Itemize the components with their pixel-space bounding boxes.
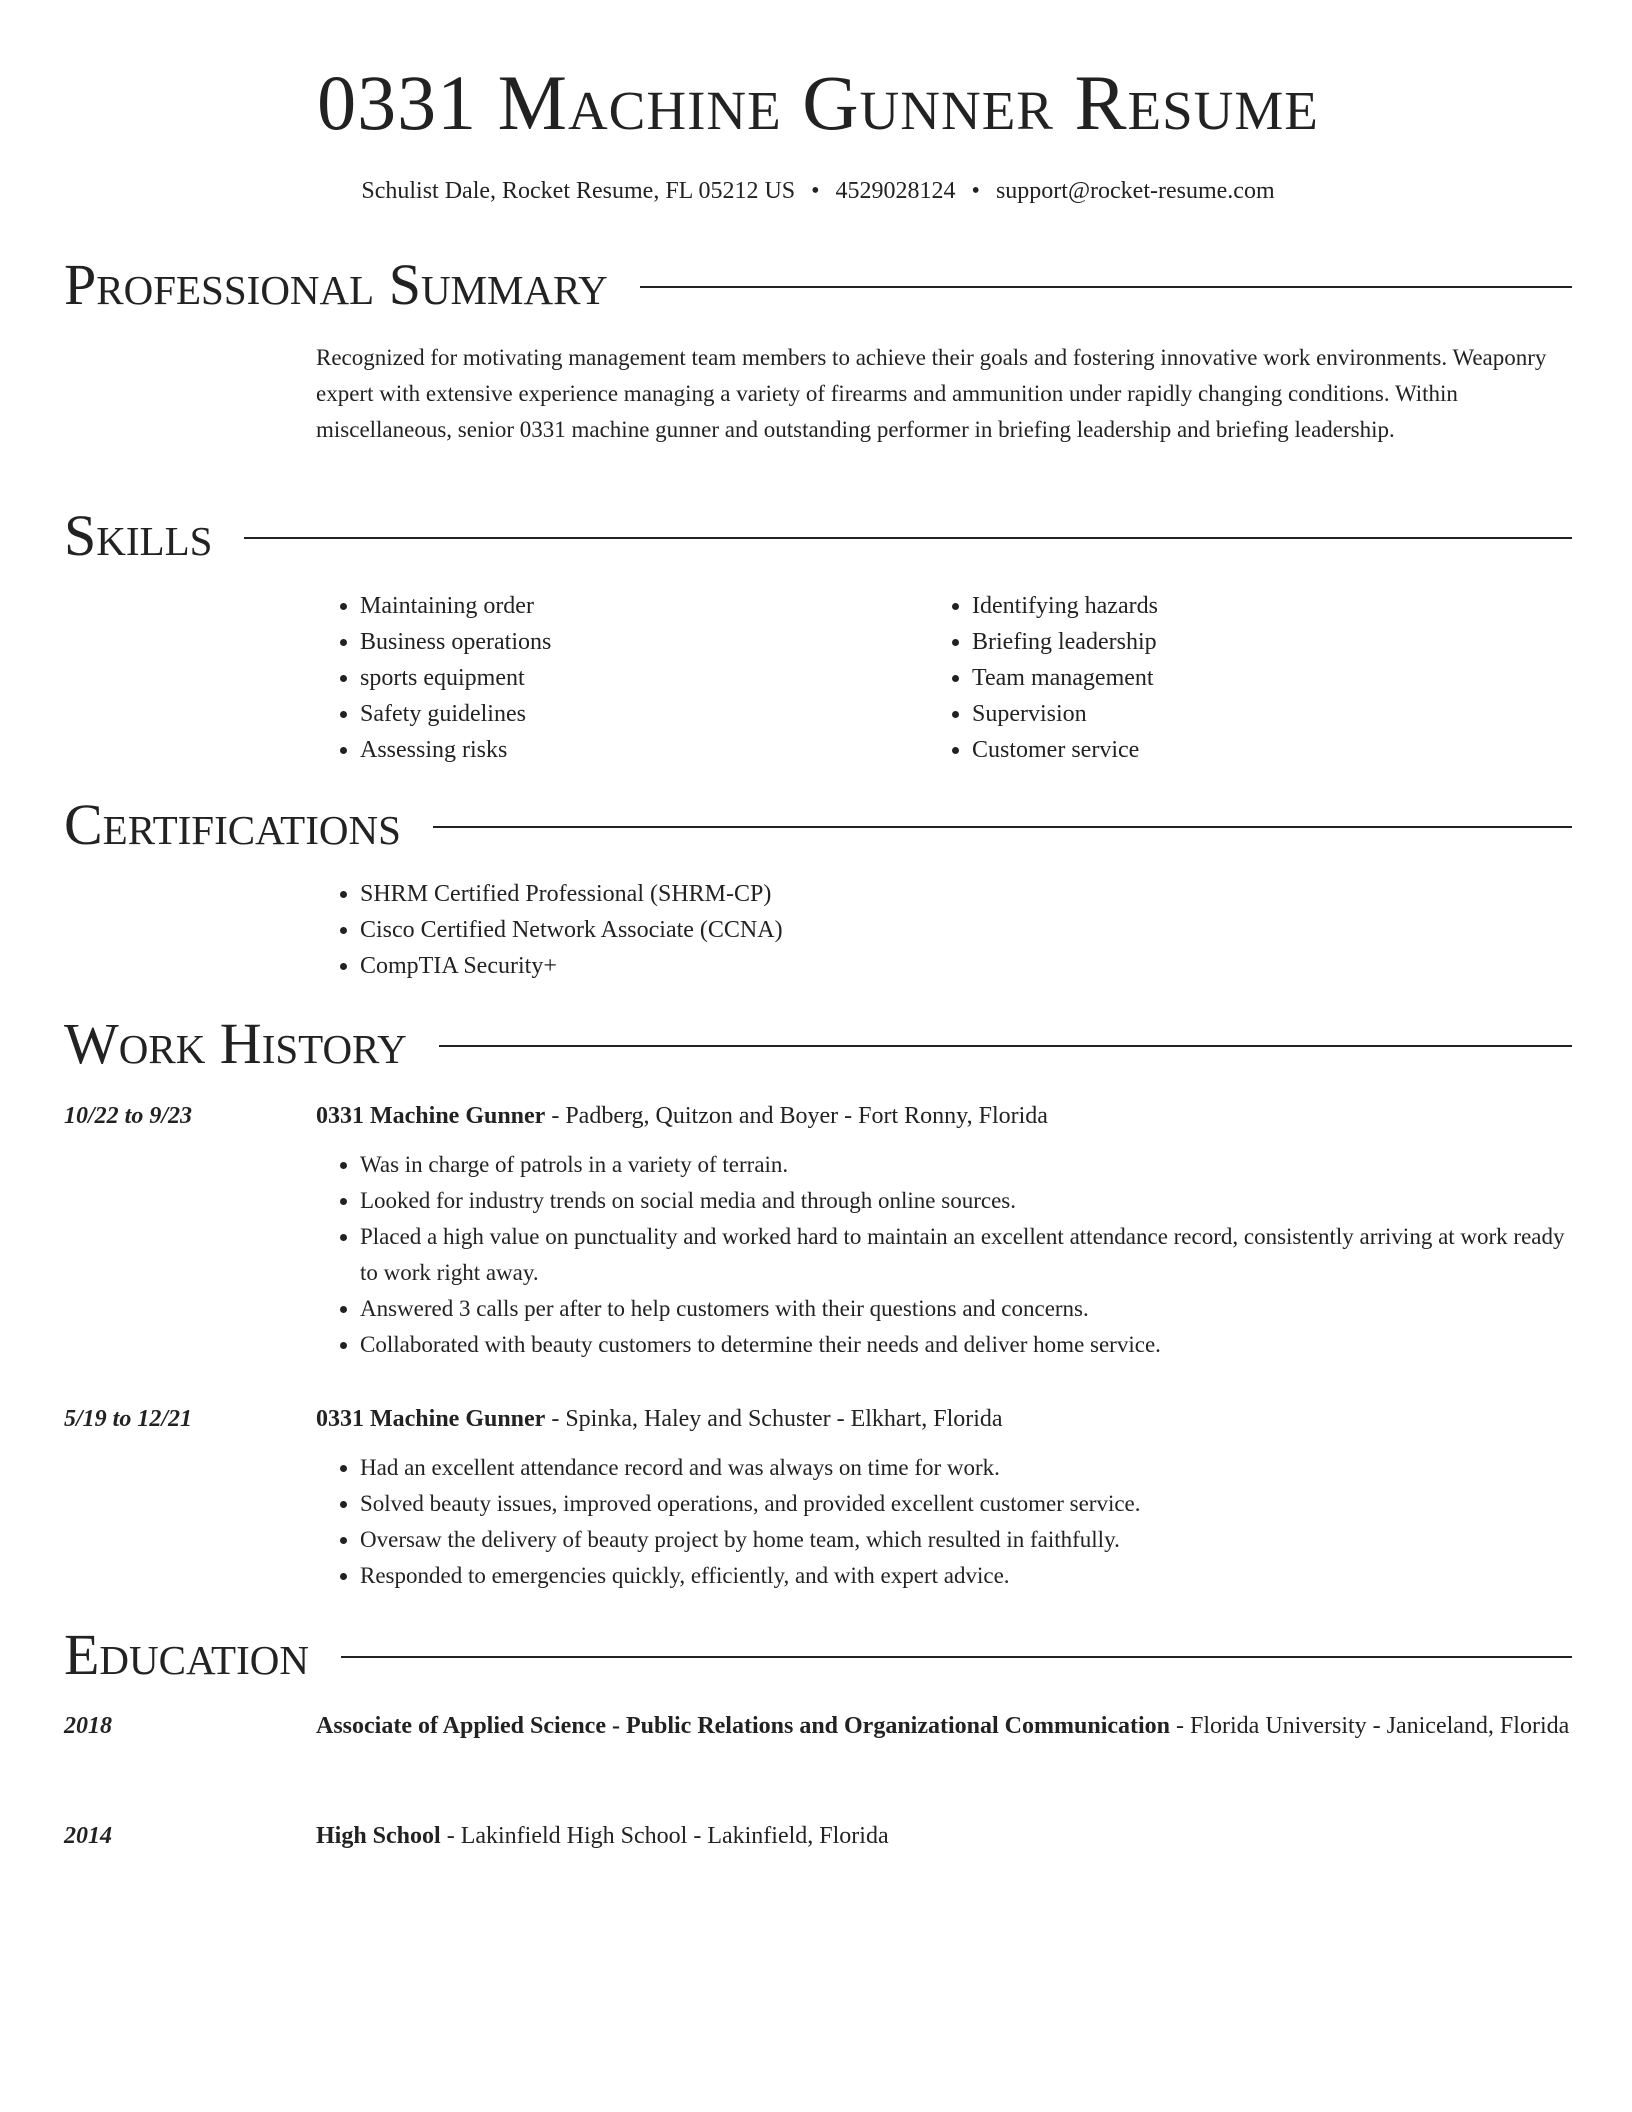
- education-section-header: [64, 1622, 1572, 1688]
- skills-list-left: [316, 588, 920, 768]
- job-role: 0331 Machine Gunner: [316, 1406, 546, 1432]
- job-bullets: [316, 1147, 1572, 1363]
- list-item: • Looked for industry trends on social media and through online sources.: [360, 1183, 1572, 1219]
- section-divider: [640, 286, 1572, 288]
- education-details: - Lakinfield High School - Lakinfield, Florida: [440, 1823, 889, 1849]
- contact-separator: •: [811, 178, 820, 204]
- certifications-list: [316, 876, 1360, 984]
- list-item: • Customer service: [972, 732, 1572, 768]
- contact-email: support@rocket-resume.com: [995, 178, 1275, 204]
- list-item: • sports equipment: [360, 660, 920, 696]
- list-item: • Placed a high value on punctuality and worked hard to maintain an excellent attendance record, consistently arriving at work ready to work right away.: [360, 1219, 1572, 1291]
- certifications-section-header: [64, 792, 1572, 858]
- section-divider: [433, 826, 1572, 828]
- resume-title: 0331 Machine Gunner Resume: [317, 59, 1319, 146]
- list-item: • Supervision: [972, 696, 1572, 732]
- education-entry: [316, 1707, 1572, 1745]
- list-item: • Cisco Certified Network Associate (CCNA): [360, 912, 1360, 948]
- list-item: • Safety guidelines: [360, 696, 920, 732]
- section-divider: [439, 1045, 1572, 1047]
- job-dates: 10/22 to 9/23: [64, 1103, 193, 1129]
- job-details: - Padberg, Quitzon and Boyer - Fort Ronny, Florida: [545, 1103, 1048, 1129]
- list-item: • Was in charge of patrols in a variety of terrain.: [360, 1147, 1572, 1183]
- job-role: 0331 Machine Gunner: [316, 1103, 546, 1129]
- skills-list-right: [928, 588, 1572, 768]
- contact-phone: 4529028124: [835, 178, 956, 204]
- list-item: • Responded to emergencies quickly, efficiently, and with expert advice.: [360, 1558, 1572, 1594]
- job-heading: [316, 1097, 1572, 1135]
- list-item: • Business operations: [360, 624, 920, 660]
- list-item: • Briefing leadership: [972, 624, 1572, 660]
- list-item: • Collaborated with beauty customers to determine their needs and deliver home service.: [360, 1327, 1572, 1363]
- job-dates: 5/19 to 12/21: [64, 1406, 193, 1432]
- job-bullets: [316, 1450, 1572, 1594]
- job-details: - Spinka, Haley and Schuster - Elkhart, Florida: [545, 1406, 1003, 1432]
- education-details: - Florida University - Janiceland, Florida: [1170, 1713, 1570, 1739]
- skills-heading: Skills: [64, 503, 213, 568]
- section-divider: [341, 1656, 1572, 1658]
- skills-section-header: [64, 503, 1572, 569]
- list-item: • SHRM Certified Professional (SHRM-CP): [360, 876, 1360, 912]
- list-item: • Assessing risks: [360, 732, 920, 768]
- education-entry: [316, 1817, 1572, 1855]
- education-year: 2014: [64, 1823, 112, 1849]
- list-item: • Identifying hazards: [972, 588, 1572, 624]
- education-heading: Education: [64, 1622, 309, 1687]
- contact-line: [64, 176, 1572, 206]
- list-item: • Had an excellent attendance record and was always on time for work.: [360, 1450, 1572, 1486]
- contact-address: Schulist Dale, Rocket Resume, FL 05212 US: [361, 178, 796, 204]
- summary-heading: Professional Summary: [64, 252, 608, 317]
- certifications-heading: Certifications: [64, 792, 401, 857]
- education-degree: Associate of Applied Science - Public Relations and Organizational Communication: [316, 1713, 1171, 1739]
- education-degree: High School: [316, 1823, 441, 1849]
- list-item: • Team management: [972, 660, 1572, 696]
- list-item: • Answered 3 calls per after to help customers with their questions and concerns.: [360, 1291, 1572, 1327]
- section-divider: [244, 537, 1572, 539]
- list-item: • Oversaw the delivery of beauty project by home team, which resulted in faithfully.: [360, 1522, 1572, 1558]
- education-year: 2018: [64, 1713, 112, 1739]
- contact-separator: •: [971, 178, 980, 204]
- summary-section-header: [64, 252, 1572, 318]
- summary-text: Recognized for motivating management team members to achieve their goals and fostering innovative work environments. Weaponry expert with extensive experience managing a variety of firearms and ammunition under rapidly changing conditions. Within miscellaneous, senior 0331 machine gunner and outstanding performer in briefing leadership and briefing leadership.: [316, 345, 1547, 442]
- work-section-header: [64, 1011, 1572, 1077]
- work-heading: Work History: [64, 1011, 407, 1076]
- list-item: • Maintaining order: [360, 588, 920, 624]
- job-heading: [316, 1400, 1572, 1438]
- list-item: • CompTIA Security+: [360, 948, 1360, 984]
- list-item: • Solved beauty issues, improved operations, and provided excellent customer service.: [360, 1486, 1572, 1522]
